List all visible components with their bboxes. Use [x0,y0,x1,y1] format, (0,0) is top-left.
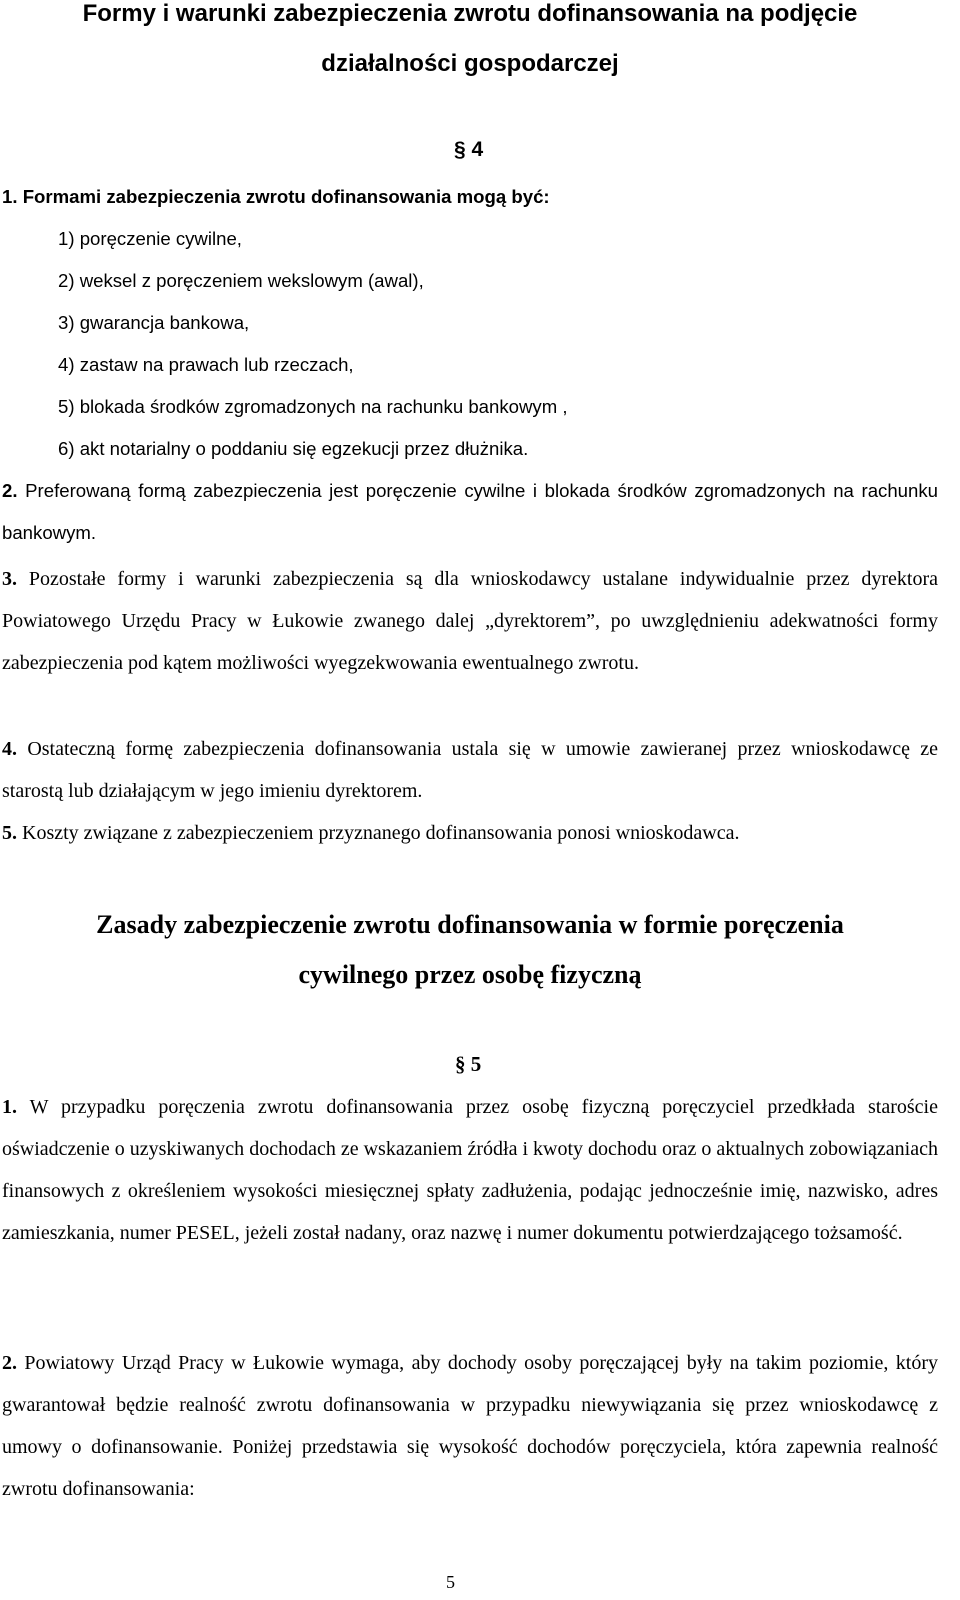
paragraph-number: 2. [2,480,18,501]
section-4-paragraph-2 [2,470,938,554]
paragraph-number: 1. [2,1096,17,1118]
paragraph-number: 3. [2,568,17,590]
page-number: 5 [446,1572,455,1592]
list-item: 6) akt notarialny o poddaniu się egzekucji przez dłużnika. [58,438,529,459]
section-4-paragraph-3 [2,558,938,684]
paragraph-number: 1. [2,186,18,207]
section-title [0,900,940,1000]
paragraph-text: Ostateczną formę zabezpieczenia dofinansowania ustala się w umowie zawieranej przez wnioskodawcę ze starostą lub działającym w jego imieniu dyrektorem. [2,738,938,802]
list-item: 5) blokada środków zgromadzonych na rachunku bankowym , [58,396,568,417]
list-item: 2) weksel z poręczeniem wekslowym (awal), [58,270,424,291]
document-title [0,0,940,89]
list-item: 3) gwarancja bankowa, [58,312,250,333]
section-4-paragraph-5 [2,812,938,854]
paragraph-text: Formami zabezpieczenia zwrotu dofinansowania mogą być: [22,186,550,207]
title-line-2: cywilnego przez osobę fizyczną [298,960,642,989]
paragraph-text: Pozostałe formy i warunki zabezpieczenia są dla wnioskodawcy ustalane indywidualnie przez dyrektora Powiatowego Urzędu Pracy w Łukowie zwanego dalej „dyrektorem”, po uwzględnieniu adekwatności formy zabezpieczenia pod kątem możliwości wyegzekwowania ewentualnego zwrotu. [2,568,939,674]
paragraph-text: W przypadku poręczenia zwrotu dofinansowania przez osobę fizyczną poręczyciel przedkłada staroście oświadczenie o uzyskiwanych dochodach ze wskazaniem źródła i kwoty dochodu oraz o aktualnych zobowiązaniach finansowych z określeniem wysokości miesięcznej spłaty zadłużenia, podając jednocześnie imię, nazwisko, adres zamieszkania, numer PESEL, jeżeli został nadany, oraz nazwę i numer dokumentu potwierdzającego tożsamość. [2,1096,938,1244]
title-line-1: Formy i warunki zabezpieczenia zwrotu dofinansowania na podjęcie [82,0,858,27]
paragraph-text: Powiatowy Urząd Pracy w Łukowie wymaga, aby dochody osoby poręczającej były na takim poziomie, który gwarantował będzie realność zwrotu dofinansowania w przypadku niewywiązania się przez wnioskodawcę z umowy o dofinansowanie. Poniżej przedstawia się wysokość dochodów poręczyciela, która zapewnia realność zwrotu dofinansowania: [2,1352,938,1500]
paragraph-number: 4. [2,738,17,760]
list-item: 4) zastaw na prawach lub rzeczach, [58,354,354,375]
title-line-2: działalności gospodarczej [321,50,619,77]
security-forms-list [58,218,938,470]
title-line-1: Zasady zabezpieczenie zwrotu dofinansowania w formie poręczenia [96,910,844,939]
paragraph-text: Koszty związane z zabezpieczeniem przyznanego dofinansowania ponosi wnioskodawca. [22,822,740,844]
section-4-paragraph-4 [2,728,938,812]
section-5-mark: § 5 [455,1052,482,1076]
list-item: 1) poręczenie cywilne, [58,228,242,249]
section-4-mark: § 4 [454,138,484,161]
section-4-paragraph-1 [2,176,938,218]
paragraph-text: Preferowaną formą zabezpieczenia jest poręczenie cywilne i blokada środków zgromadzonych na rachunku bankowym. [2,480,939,543]
paragraph-number: 5. [2,822,17,844]
section-5-paragraph-1 [2,1086,938,1254]
paragraph-number: 2. [2,1352,17,1374]
section-5-paragraph-2 [2,1342,938,1510]
